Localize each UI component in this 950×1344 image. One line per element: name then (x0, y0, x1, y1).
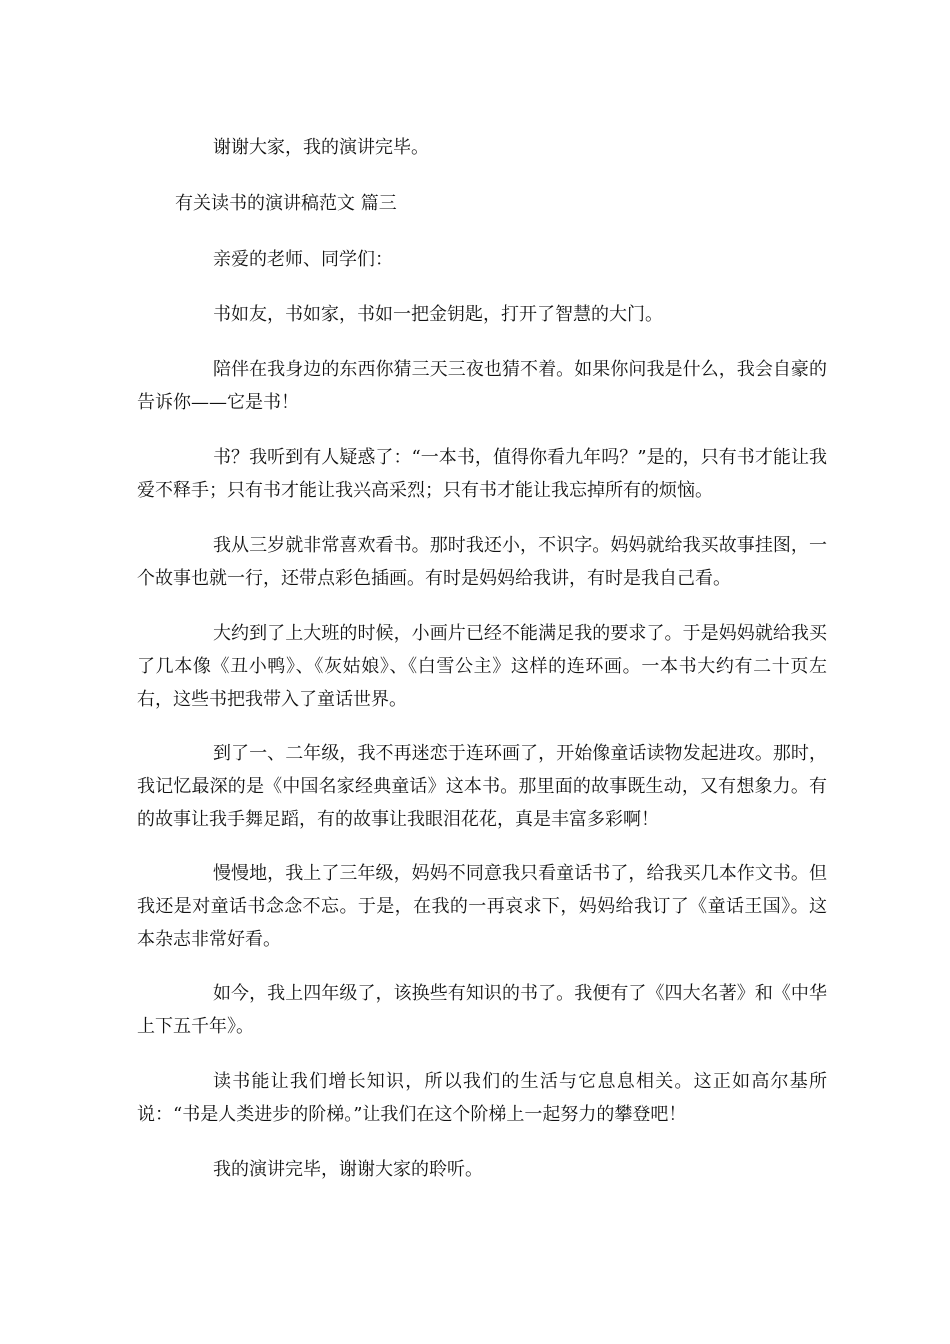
paragraph-greeting: 亲爱的老师、同学们： (213, 249, 393, 270)
paragraph-6: 到了一、二年级，我不再迷恋于连环画了，开始像童话读物发起进攻。那时，我记忆最深的是《中国名家经典童话》这本书。那里面的故事既生动，又有想象力。有的故事让我手舞足蹈，有的故事让我眼泪花花，真是丰富多彩啊！ (137, 743, 827, 830)
paragraph-9: 读书能让我们增长知识，所以我们的生活与它息息相关。这正如高尔基所说：“书是人类进步的阶梯。”让我们在这个阶梯上一起努力的攀登吧！ (137, 1071, 827, 1125)
section-heading: 有关读书的演讲稿范文 篇三 (175, 193, 397, 214)
paragraph-closing: 我的演讲完毕，谢谢大家的聆听。 (213, 1159, 483, 1180)
paragraph-closing-previous: 谢谢大家，我的演讲完毕。 (213, 137, 429, 158)
paragraph-7: 慢慢地，我上了三年级，妈妈不同意我只看童话书了，给我买几本作文书。但我还是对童话书念念不忘。于是，在我的一再哀求下，妈妈给我订了《童话王国》。这本杂志非常好看。 (137, 863, 827, 950)
paragraph-5: 大约到了上大班的时候，小画片已经不能满足我的要求了。于是妈妈就给我买了几本像《丑小鸭》、《灰姑娘》、《白雪公主》这样的连环画。一本书大约有二十页左右，这些书把我带入了童话世界。 (137, 623, 827, 710)
paragraph-4: 我从三岁就非常喜欢看书。那时我还小，不识字。妈妈就给我买故事挂图，一个故事也就一行，还带点彩色插画。有时是妈妈给我讲，有时是我自己看。 (137, 535, 827, 589)
paragraph-2: 陪伴在我身边的东西你猜三天三夜也猜不着。如果你问我是什么，我会自豪的告诉你——它是书！ (137, 359, 827, 413)
paragraph-8: 如今，我上四年级了，该换些有知识的书了。我便有了《四大名著》和《中华上下五千年》。 (137, 983, 827, 1037)
paragraph-3: 书？我听到有人疑惑了：“一本书，值得你看九年吗？”是的，只有书才能让我爱不释手；只有书才能让我兴高采烈；只有书才能让我忘掉所有的烦恼。 (137, 447, 827, 501)
paragraph-1: 书如友，书如家，书如一把金钥匙，打开了智慧的大门。 (213, 304, 663, 325)
